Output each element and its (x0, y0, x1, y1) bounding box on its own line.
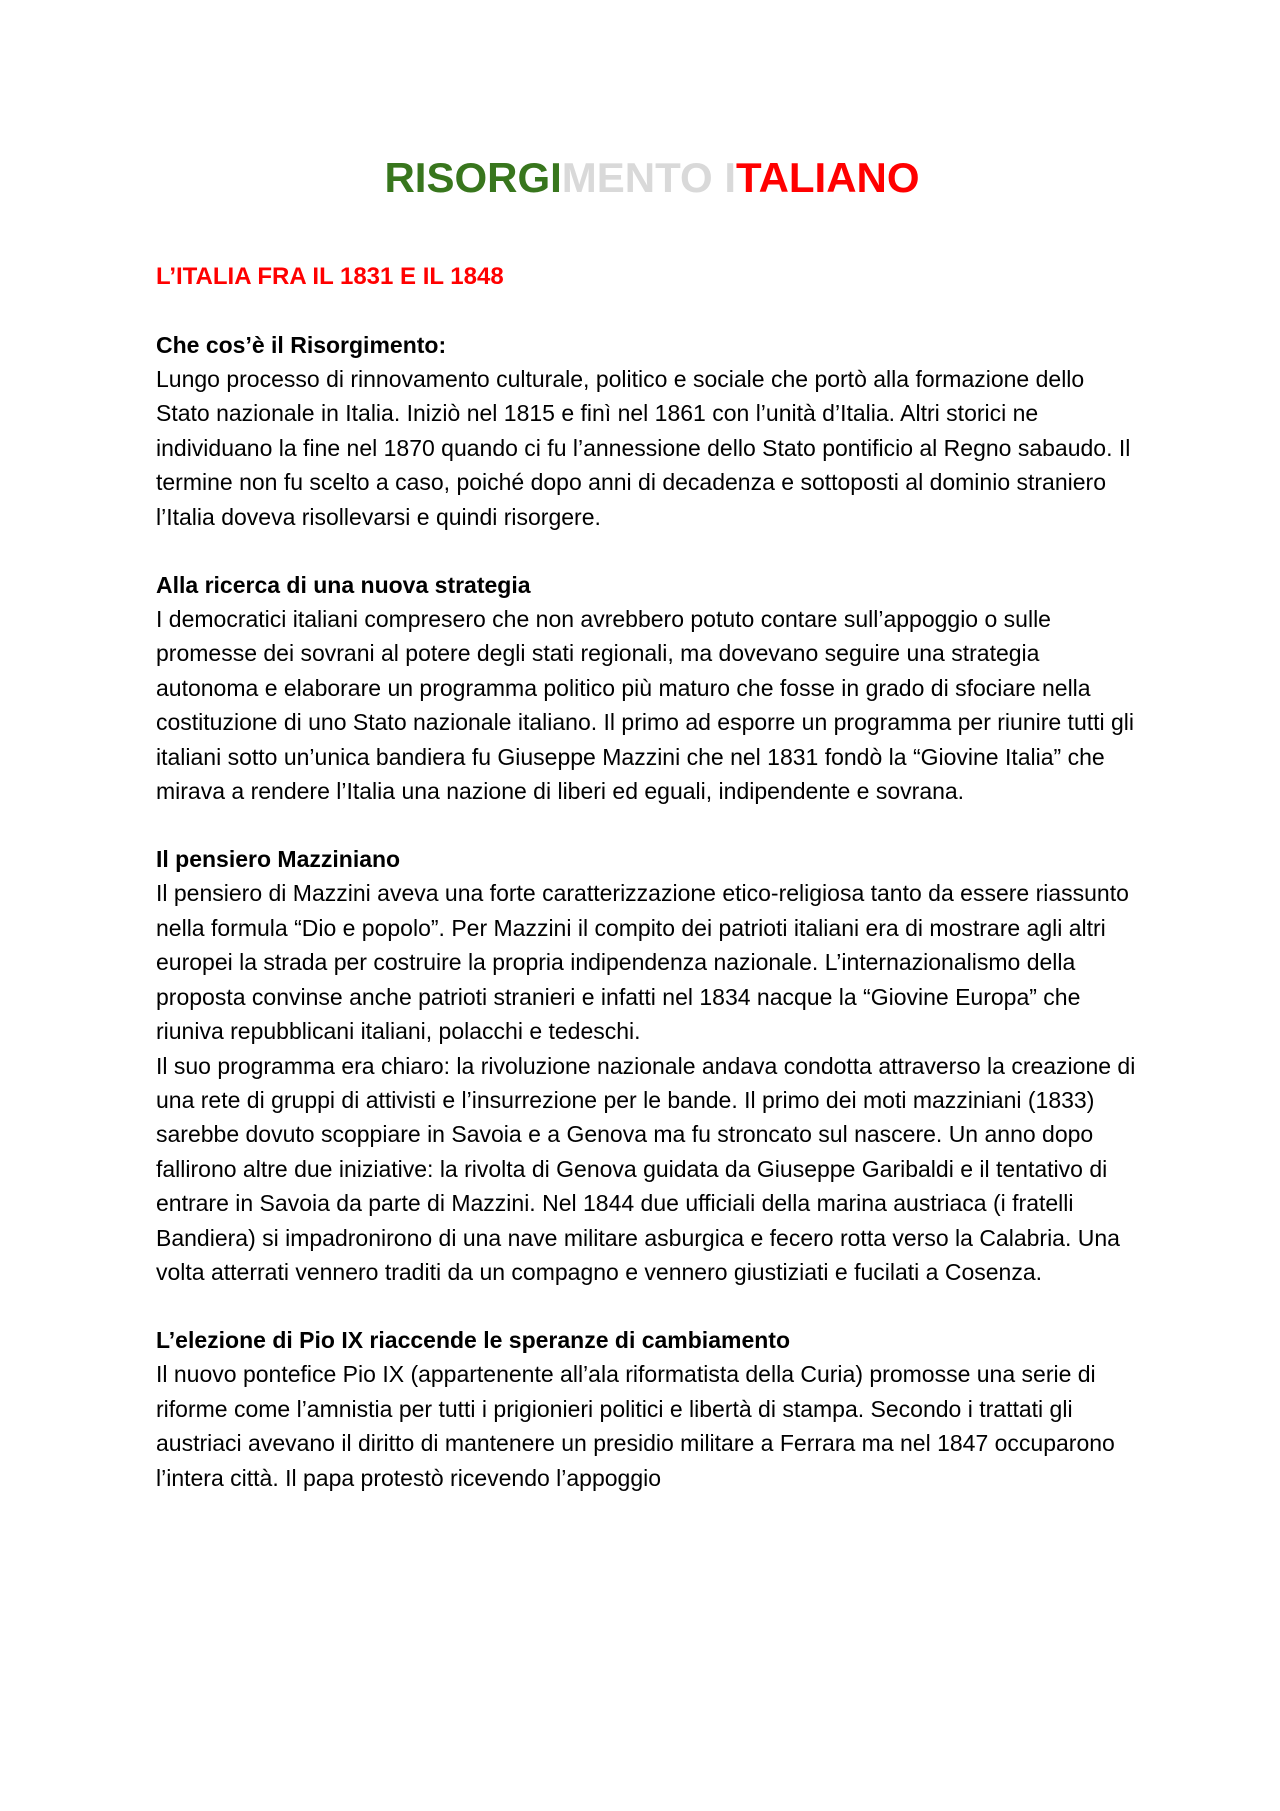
section-title: L’elezione di Pio IX riaccende le speranze di cambiamento (156, 1327, 790, 1354)
chapter-heading: L’ITALIA FRA IL 1831 E IL 1848 (156, 263, 504, 290)
document-page (156, 148, 1136, 1495)
section-paragraph: I democratici italiani compresero che non avrebbero potuto contare sull’appoggio o sulle promesse dei sovrani al potere degli stati regionali, ma dovevano seguire una strategia autonoma e elaborare un programma politico più maturo che fosse in grado di sfociare nella costituzione di uno Stato nazionale italiano. Il primo ad esporre un programma per riunire tutti gli italiani sotto un’unica bandiera fu Giuseppe Mazzini che nel 1831 fondò la “Giovine Italia” che mirava a rendere l’Italia una nazione di liberi ed eguali, indipendente e sovrana. (156, 606, 1135, 805)
section-paragraph: Il nuovo pontefice Pio IX (appartenente all’ala riformatista della Curia) promosse una serie di riforme come l’amnistia per tutti i prigionieri politici e libertà di stampa. Secondo i trattati gli austriaci avevano il diritto di mantenere un presidio militare a Ferrara ma nel 1847 occuparono l’intera città. Il papa protestò ricevendo l’appoggio (156, 1361, 1115, 1491)
section-title: Alla ricerca di una nuova strategia (156, 572, 531, 599)
title-grey-part: MENTO I (561, 154, 737, 201)
document-title (168, 148, 1136, 208)
section-title: Il pensiero Mazziniano (156, 846, 401, 873)
title-green-part: RISORGI (384, 154, 562, 201)
section-pio-ix (156, 1323, 1136, 1495)
section-nuova-strategia (156, 568, 1136, 808)
section-paragraph: Il pensiero di Mazzini aveva una forte caratterizzazione etico-religiosa tanto da essere riassunto nella formula “Dio e popolo”. Per Mazzini il compito dei patrioti italiani era di mostrare agli altri europei la strada per costruire la propria indipendenza nazionale. L’internazionalismo della proposta convinse anche patrioti stranieri e infatti nel 1834 nacque la “Giovine Europa” che riuniva repubblicani italiani, polacchi e tedeschi. (156, 880, 1129, 1045)
section-paragraph: Lungo processo di rinnovamento culturale, politico e sociale che portò alla formazione dello Stato nazionale in Italia. Iniziò nel 1815 e finì nel 1861 con l’unità d’Italia. Altri storici ne individuano la fine nel 1870 quando ci fu l’annessione dello Stato pontificio al Regno sabaudo. Il termine non fu scelto a caso, poiché dopo anni di decadenza e sottoposti al dominio straniero l’Italia doveva risollevarsi e quindi risorgere. (156, 366, 1131, 530)
section-risorgimento (156, 328, 1136, 534)
section-paragraph: Il suo programma era chiaro: la rivoluzione nazionale andava condotta attraverso la creazione di una rete di gruppi di attivisti e l’insurrezione per le bande. Il primo dei moti mazziniani (1833) sarebbe dovuto scoppiare in Savoia e a Genova ma fu stroncato sul nascere. Un anno dopo fallirono altre due iniziative: la rivolta di Genova guidata da Giuseppe Garibaldi e il tentativo di entrare in Savoia da parte di Mazzini. Nel 1844 due ufficiali della marina austriaca (i fratelli Bandiera) si impadronirono di una nave militare asburgica e fecero rotta verso la Calabria. Una volta atterrati vennero traditi da un compagno e vennero giustiziati e fucilati a Cosenza. (156, 1052, 1136, 1285)
title-red-part: TALIANO (736, 154, 920, 201)
section-title: Che cos’è il Risorgimento: (156, 332, 447, 358)
section-pensiero-mazziniano (156, 842, 1136, 1289)
